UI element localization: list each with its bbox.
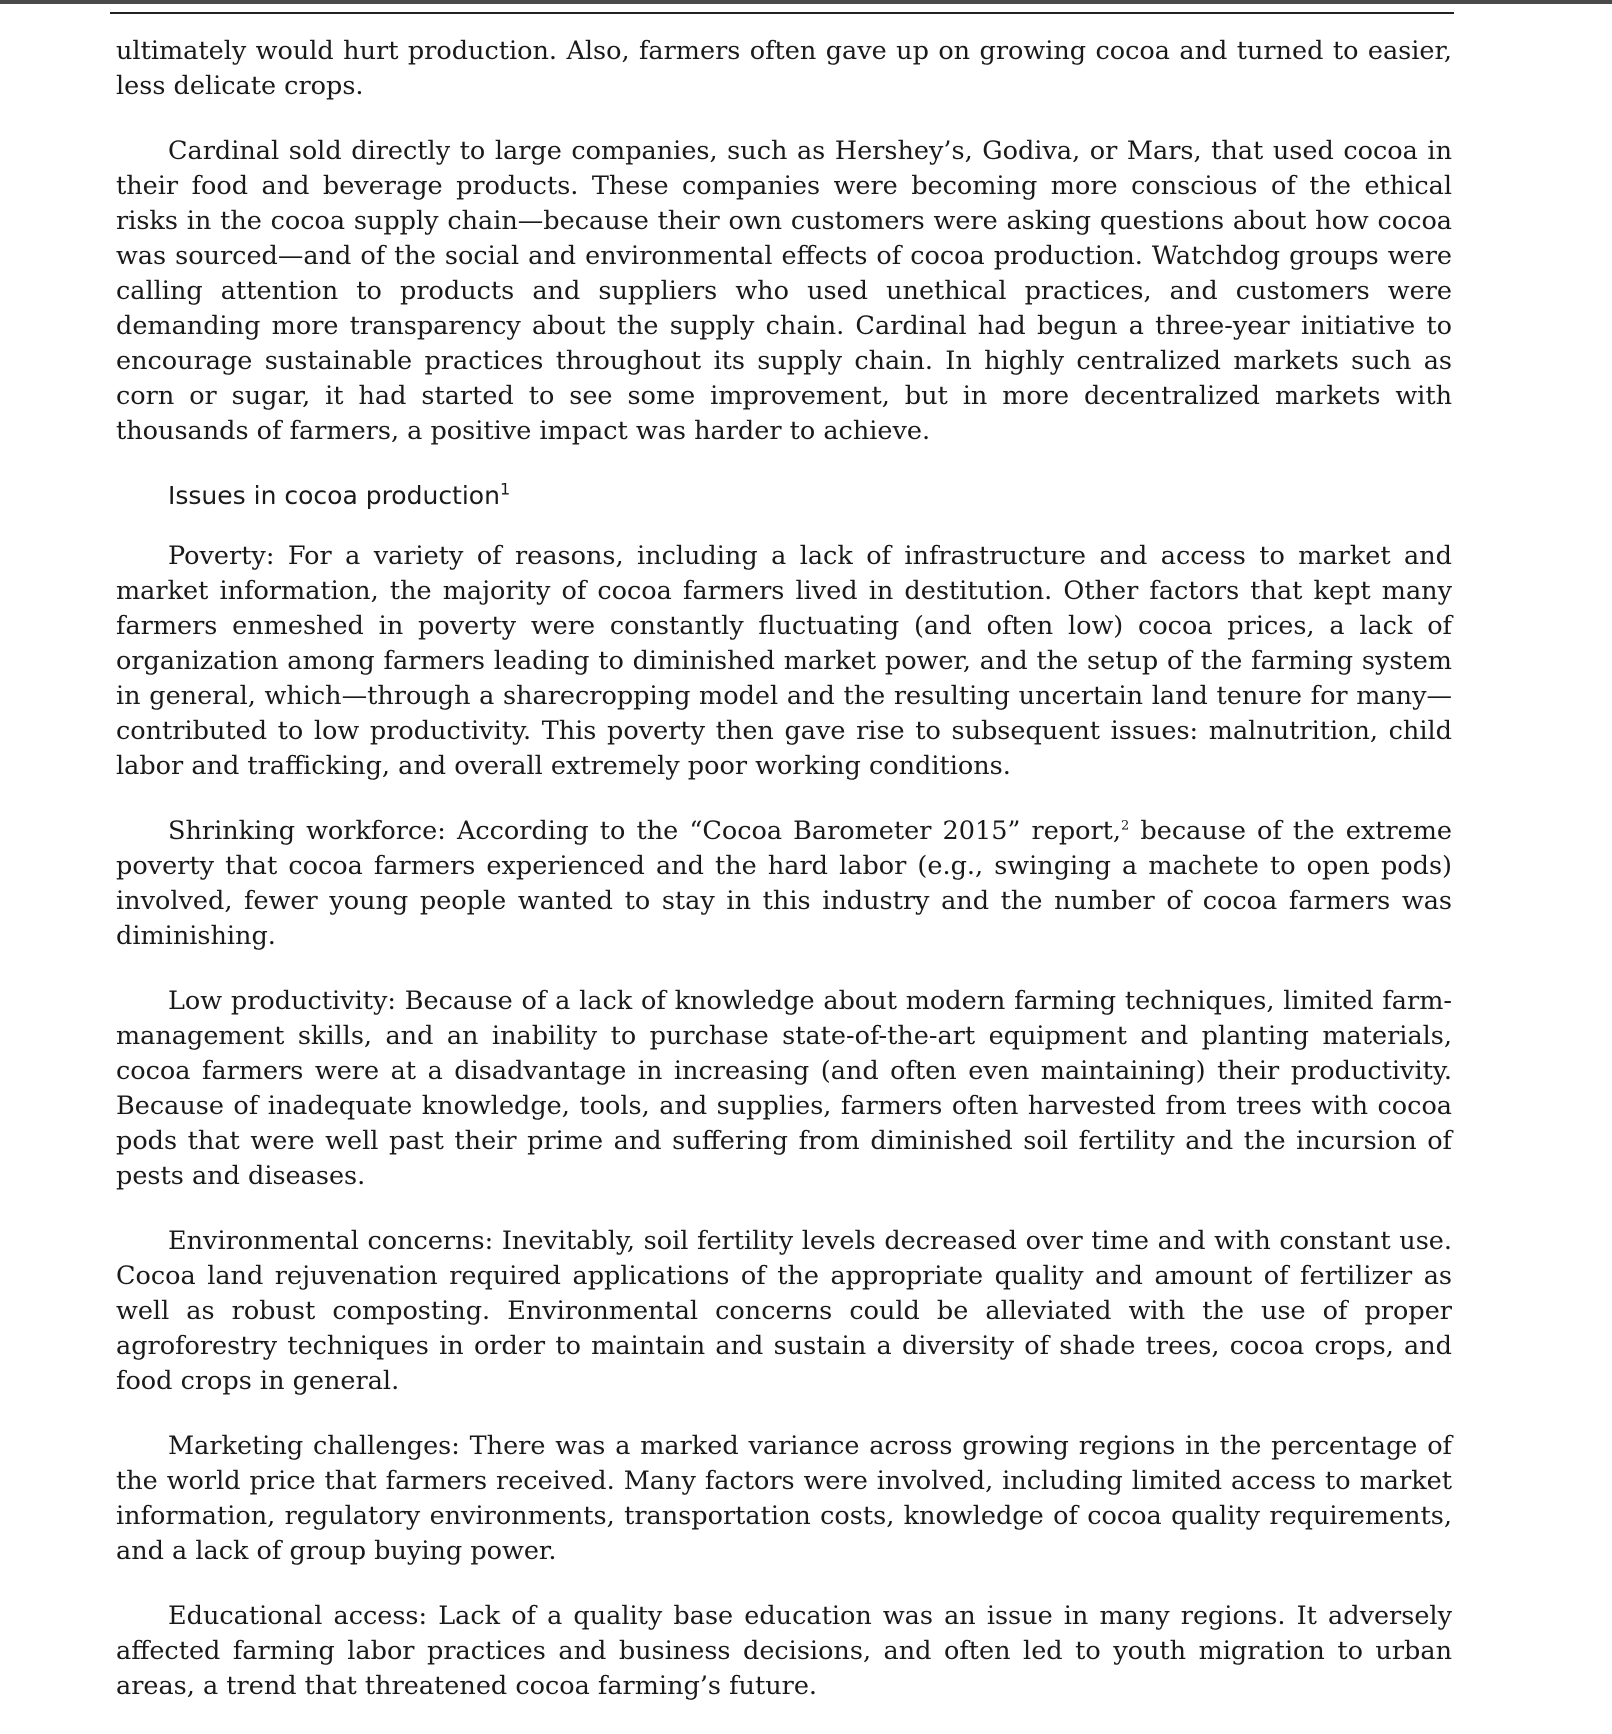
paragraph-marketing-challenges: Marketing challenges: There was a marked variance across growing regions in the percentage of the world price that farmers received. Many factors were involved, including limited access to market information, regulatory environments, transportation costs, knowledge of cocoa quality requirements, and a lack of group buying power. [116,1431,1452,1566]
paragraph-cardinal: Cardinal sold directly to large companies, such as Hershey’s, Godiva, or Mars, that used cocoa in their food and beverage products. These companies were becoming more conscious of the ethical risks in the cocoa supply chain—because their own customers were asking questions about how cocoa was sourced—and of the social and environmental effects of cocoa production. Watchdog groups were calling attention to products and suppliers who used unethical practices, and customers were demanding more transparency about the supply chain. Cardinal had begun a three-year initiative to encourage sustainable practices throughout its supply chain. In highly centralized markets such as corn or sugar, it had started to see some improvement, but in more decentralized markets with thousands of farmers, a positive impact was harder to achieve. [116,136,1452,446]
document-body [116,34,1452,1734]
paragraph-intro-continuation: ultimately would hurt production. Also, farmers often gave up on growing cocoa and turned to easier, less delicate crops. [116,36,1452,101]
paragraph-poverty: Poverty: For a variety of reasons, including a lack of infrastructure and access to market and market information, the majority of cocoa farmers lived in destitution. Other factors that kept many farmers enmeshed in poverty were constantly fluctuating (and often low) cocoa prices, a lack of organization among farmers leading to diminished market power, and the setup of the farming system in general, which—through a sharecropping model and the resulting uncertain land tenure for many—contributed to low productivity. This poverty then gave rise to subsequent issues: malnutrition, child labor and trafficking, and overall extremely poor working conditions. [116,541,1452,781]
paragraph-shrinking-workforce [116,814,1452,954]
paragraph-educational-access: Educational access: Lack of a quality base education was an issue in many regions. It adversely affected farming labor practices and business decisions, and often led to youth migration to urban areas, a trend that threatened cocoa farming’s future. [116,1601,1452,1701]
section-heading [168,479,1452,513]
header-rule [110,12,1454,14]
workforce-text-start: Shrinking workforce: According to the “Cocoa Barometer 2015” report, [168,816,1122,846]
section-heading-text: Issues in cocoa production [168,481,500,510]
footnote-marker-1[interactable]: 1 [499,479,511,499]
workforce-text-end: because of the extreme poverty that cocoa farmers experienced and the hard labor (e.g., swinging a machete to open pods) involved, fewer young people wanted to stay in this industry and the number of cocoa farmers was diminishing. [116,816,1452,951]
top-border-band [0,0,1612,4]
paragraph-environmental-concerns: Environmental concerns: Inevitably, soil fertility levels decreased over time and with constant use. Cocoa land rejuvenation required applications of the appropriate quality and amount of fertilizer as well as robust composting. Environmental concerns could be alleviated with the use of proper agroforestry techniques in order to maintain and sustain a diversity of shade trees, cocoa crops, and food crops in general. [116,1226,1452,1396]
footnote-marker-2[interactable]: 2 [1121,818,1130,834]
paragraph-low-productivity: Low productivity: Because of a lack of knowledge about modern farming techniques, limited farm-management skills, and an inability to purchase state-of-the-art equipment and planting materials, cocoa farmers were at a disadvantage in increasing (and often even maintaining) their productivity. Because of inadequate knowledge, tools, and supplies, farmers often harvested from trees with cocoa pods that were well past their prime and suffering from diminished soil fertility and the incursion of pests and diseases. [116,986,1452,1191]
